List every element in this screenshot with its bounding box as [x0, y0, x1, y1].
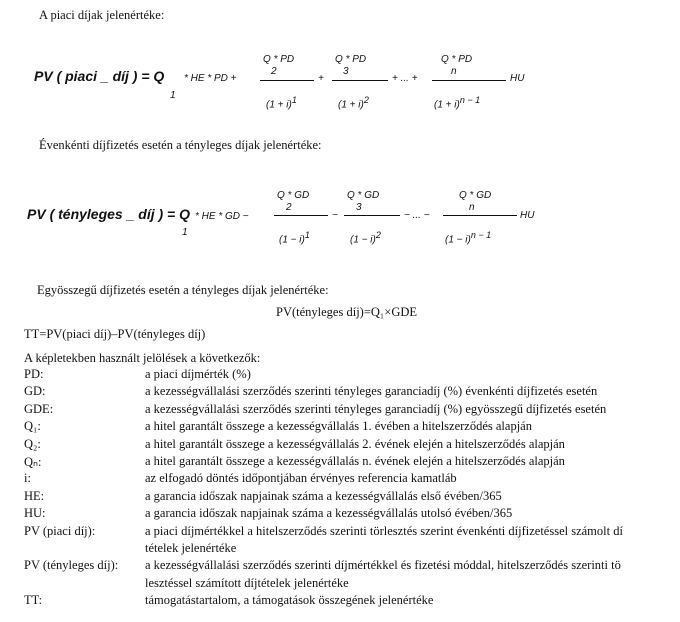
definition-desc: a kezességvállalási szerződés szerinti tényleges garanciadíj (%) évenkénti díjfizetés esetén — [145, 384, 598, 399]
heading-tenyleges: Évenkénti díjfizetés esetén a tényleges díjak jelenértéke: — [39, 138, 322, 152]
formula2-q-sub: 1 — [182, 227, 188, 238]
formula2-t2-den: $(1 - i)^2$ — [350, 230, 381, 246]
formula1-t1-sub: 2 — [271, 66, 277, 77]
formula2-mid: * HE * GD − — [195, 211, 249, 222]
definition-desc: a kezességvállalási szerződés szerinti tényleges garanciadíj (%) egyösszegű díjfizetés esetén — [145, 401, 607, 416]
formula1-plus: + — [318, 73, 324, 84]
formula2-t3-sub: n — [469, 202, 475, 213]
definition-desc: tételek jelenértéke — [145, 541, 237, 555]
definition-desc: a hitel garantált összege a kezességvállalás n. évének elején a hitelszerződés alapján — [145, 454, 565, 468]
formula2-lhs: PV ( tényleges _ díj ) = Q — [27, 206, 190, 222]
formula1-t3-sub: n — [451, 66, 457, 77]
formula2-t2-sub: 3 — [356, 202, 362, 213]
formula2-t3-num: Q * GD — [459, 190, 492, 201]
formula1-t1-bar — [260, 80, 314, 81]
formula2-t3-den: $(1 - i)^{n - 1}$ — [445, 230, 492, 246]
definition-desc: a hitel garantált összege a kezességvállalás 2. évének elején a hitelszerződés alapján — [145, 436, 565, 451]
definition-term: Q₂: — [24, 436, 41, 451]
definition-term: TT: — [24, 593, 43, 608]
definition-term: Qₙ: — [24, 455, 42, 469]
defs-heading: A képletekben használt jelölések a következők: — [24, 351, 261, 365]
formula2-t1-bar — [274, 215, 328, 216]
formula1-t3-num: Q * PD — [441, 54, 473, 65]
formula2-minus: − — [332, 210, 338, 221]
definition-term: GD: — [24, 384, 46, 399]
definition-term: i: — [24, 471, 31, 486]
formula1-mid: * HE * PD + — [184, 73, 237, 84]
formula1-q-sub: 1 — [170, 90, 176, 101]
formula1-t3-den: $(1 + i)^{n - 1}$ — [434, 95, 481, 111]
definition-desc: a garancia időszak napjainak száma a kezességvállalás első évében/365 — [145, 488, 502, 503]
definition-desc: a piaci díjmértékkel a hitelszerződés szerinti törlesztés szerint évenkénti díjfizetéssel számolt dí — [145, 523, 623, 538]
definition-term: PV (tényleges díj): — [24, 558, 119, 573]
formula2-t3-bar — [443, 215, 517, 216]
definition-desc: lesztéssel számított díjtételek jelenértéke — [145, 575, 349, 590]
definition-term: Q₁: — [24, 419, 41, 434]
formula2-dots: − ... − — [404, 210, 430, 221]
formula2-t1-den: $(1 - i)^1$ — [279, 230, 310, 246]
heading-piaci: A piaci díjak jelenértéke: — [39, 8, 165, 22]
formula2-t1-num: Q * GD — [277, 190, 310, 201]
formula1-lhs: PV ( piaci _ díj ) = Q — [34, 68, 165, 84]
formula-egyosszegu: PV(tényleges díj)=Q₁×GDE — [276, 305, 418, 319]
formula1-t1-num: Q * PD — [263, 54, 295, 65]
definition-desc: a hitel garantált összege a kezességvállalás 1. évében a hitelszerződés alapján — [145, 419, 532, 434]
definition-term: HU: — [24, 506, 46, 521]
formula1-t3-bar — [432, 80, 506, 81]
definition-term: HE: — [24, 488, 45, 503]
formula1-t2-num: Q * PD — [335, 54, 367, 65]
definition-term: PD: — [24, 367, 44, 381]
heading-egyosszegu: Egyösszegű díjfizetés esetén a tényleges díjak jelenértéke: — [37, 283, 329, 297]
definition-desc: támogatástartalom, a támogatások összegének jelenértéke — [145, 593, 434, 608]
formula1-t1-den: $(1 + i)^1$ — [266, 95, 297, 111]
formula1-t2-bar — [332, 80, 388, 81]
definition-desc: a piaci díjmérték (%) — [145, 367, 251, 381]
definition-desc: az elfogadó döntés időpontjában érvényes referencia kamatláb — [145, 471, 457, 486]
formula2-t2-bar — [344, 215, 400, 216]
formula2-tail: HU — [520, 210, 535, 221]
formula1-dots: + ... + — [392, 73, 418, 84]
formula2-t2-num: Q * GD — [347, 190, 380, 201]
definition-term: PV (piaci díj): — [24, 523, 96, 538]
definition-term: GDE: — [24, 401, 54, 416]
formula2-t1-sub: 2 — [286, 202, 292, 213]
formula1-tail: HU — [510, 73, 525, 84]
formula1-t2-sub: 3 — [343, 66, 349, 77]
formula1-t2-den: $(1 + i)^2$ — [338, 95, 369, 111]
definition-desc: a garancia időszak napjainak száma a kezességvállalás utolsó évében/365 — [145, 506, 513, 521]
definition-desc: a kezességvállalási szerződés szerinti díjmértékkel és fizetési móddal, hitelszerződés szerinti tö — [145, 558, 621, 573]
tt-formula: TT=PV(piaci díj)–PV(tényleges díj) — [24, 327, 206, 341]
